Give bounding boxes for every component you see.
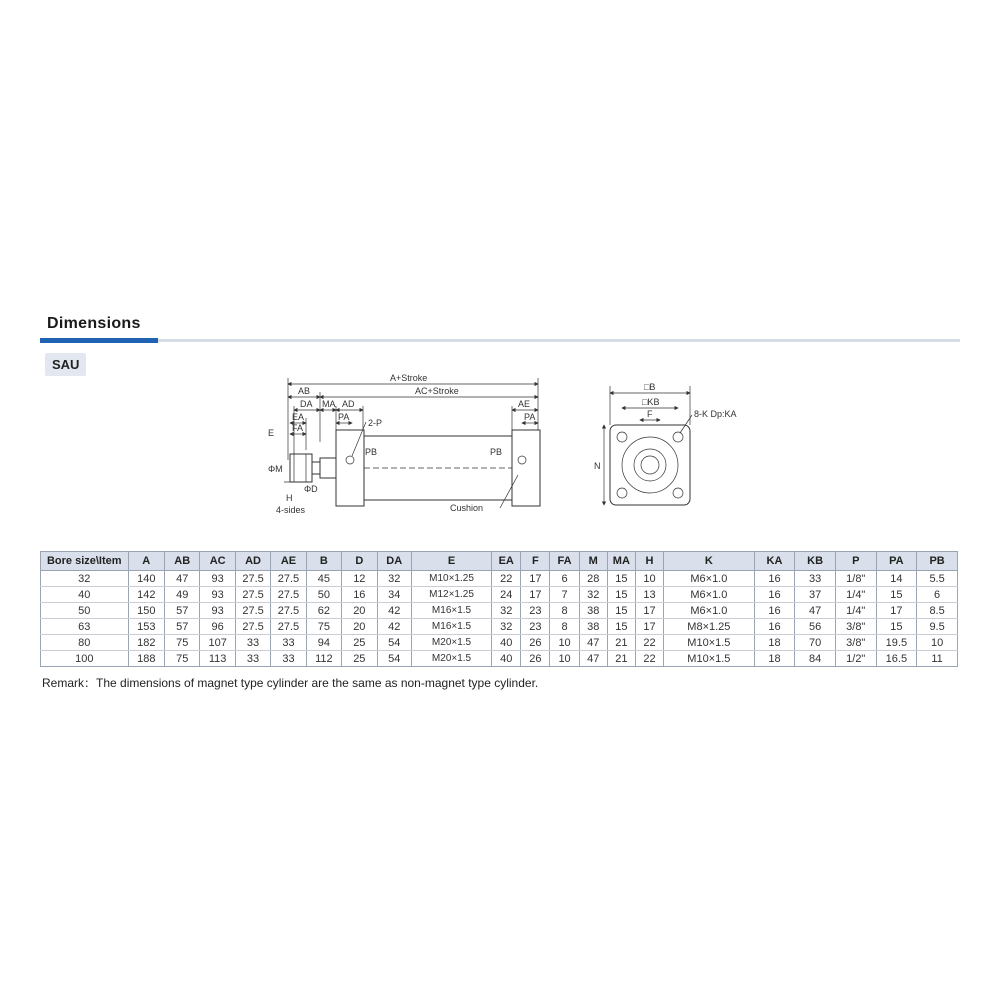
label-phi-d: ΦD (304, 484, 318, 494)
label-a-stroke: A+Stroke (390, 373, 428, 383)
table-cell: 25 (342, 651, 377, 667)
table-cell: 47 (579, 651, 607, 667)
table-cell: M6×1.0 (664, 603, 755, 619)
table-cell: 27.5 (235, 619, 270, 635)
table-cell: 15 (607, 571, 635, 587)
table-cell: 34 (377, 587, 411, 603)
label-h: H (286, 493, 293, 503)
table-cell: 42 (377, 603, 411, 619)
table-cell: 20 (342, 603, 377, 619)
table-cell: 27.5 (271, 619, 306, 635)
table-cell: 10 (550, 635, 579, 651)
table-cell: 17 (635, 619, 663, 635)
section-header (40, 312, 960, 344)
table-cell: 50 (306, 587, 341, 603)
table-cell: 50 (41, 603, 129, 619)
table-cell: 32 (579, 587, 607, 603)
table-cell: 45 (306, 571, 341, 587)
table-cell: 33 (235, 651, 270, 667)
table-cell: 49 (165, 587, 200, 603)
section-title: Dimensions (47, 315, 141, 332)
label-ma: MA (322, 399, 336, 409)
label-n: N (594, 461, 601, 471)
table-cell: 57 (165, 619, 200, 635)
table-cell: 142 (128, 587, 164, 603)
table-cell: 26 (521, 635, 550, 651)
table-cell: 100 (41, 651, 129, 667)
table-cell: 15 (876, 619, 917, 635)
table-cell: 57 (165, 603, 200, 619)
model-tag: SAU (45, 353, 86, 376)
table-cell: 40 (492, 635, 521, 651)
table-cell: 80 (41, 635, 129, 651)
table-cell: 1/8" (835, 571, 876, 587)
table-cell: M12×1.25 (411, 587, 491, 603)
col-f: F (521, 552, 550, 571)
table-cell: 54 (377, 651, 411, 667)
col-ea: EA (492, 552, 521, 571)
table-cell: M10×1.5 (664, 635, 755, 651)
label-fa: FA (292, 423, 304, 433)
table-row (41, 651, 958, 667)
table-row (41, 571, 958, 587)
table-cell: 112 (306, 651, 341, 667)
label-pa-right: PA (524, 412, 536, 422)
title-underline-accent (40, 338, 158, 343)
table-cell: 15 (607, 603, 635, 619)
label-pb: PB (365, 447, 378, 457)
label-ac-stroke: AC+Stroke (415, 386, 459, 396)
label-f: F (647, 409, 653, 419)
table-cell: M8×1.25 (664, 619, 755, 635)
table-cell: M10×1.5 (664, 651, 755, 667)
col-k: K (664, 552, 755, 571)
table-cell: 182 (128, 635, 164, 651)
table-header-row (41, 552, 958, 571)
label-e: E (268, 428, 275, 438)
col-fa: FA (550, 552, 579, 571)
table-cell: 150 (128, 603, 164, 619)
table-cell: 93 (200, 571, 235, 587)
label-4-sides: 4-sides (276, 505, 306, 515)
table-cell: 16 (754, 619, 795, 635)
table-cell: 47 (165, 571, 200, 587)
table-cell: 22 (635, 651, 663, 667)
table-cell: 56 (795, 619, 836, 635)
table-cell: 16.5 (876, 651, 917, 667)
table-cell: 27.5 (235, 603, 270, 619)
cylinder-drawing-svg (260, 370, 760, 520)
col-m: M (579, 552, 607, 571)
table-cell: M16×1.5 (411, 603, 491, 619)
table-cell: 21 (607, 651, 635, 667)
table-cell: 63 (41, 619, 129, 635)
col-ac: AC (200, 552, 235, 571)
label-ae: AE (518, 399, 531, 409)
table-cell: 6 (917, 587, 958, 603)
table-cell: 153 (128, 619, 164, 635)
table-cell: 62 (306, 603, 341, 619)
table-cell: 15 (607, 619, 635, 635)
table-cell: 22 (492, 571, 521, 587)
table-cell: 38 (579, 603, 607, 619)
table-cell: 1/4" (835, 587, 876, 603)
table-cell: 11 (917, 651, 958, 667)
table-cell: 1/2" (835, 651, 876, 667)
table-cell: 25 (342, 635, 377, 651)
table-cell: 12 (342, 571, 377, 587)
table-cell: 19.5 (876, 635, 917, 651)
table-cell: 15 (876, 587, 917, 603)
table-cell: 16 (754, 603, 795, 619)
label-2-p: 2-P (368, 418, 383, 428)
table-cell: 10 (550, 651, 579, 667)
table-cell: 93 (200, 587, 235, 603)
table-cell: 93 (200, 603, 235, 619)
table-cell: 20 (342, 619, 377, 635)
table-cell: M16×1.5 (411, 619, 491, 635)
table-cell: M6×1.0 (664, 571, 755, 587)
col-ae: AE (271, 552, 306, 571)
col-ka: KA (754, 552, 795, 571)
table-cell: 113 (200, 651, 235, 667)
col-p: P (835, 552, 876, 571)
table-cell: M20×1.5 (411, 651, 491, 667)
col-b: B (306, 552, 341, 571)
table-cell: 17 (521, 587, 550, 603)
table-cell: 27.5 (235, 587, 270, 603)
table-cell: 17 (635, 603, 663, 619)
table-row (41, 635, 958, 651)
table-cell: 5.5 (917, 571, 958, 587)
table-cell: 140 (128, 571, 164, 587)
col-pb: PB (917, 552, 958, 571)
table-cell: 33 (795, 571, 836, 587)
table-cell: 28 (579, 571, 607, 587)
table-cell: 21 (607, 635, 635, 651)
col-bore-size: Bore size\Item (41, 552, 129, 571)
title-underline (158, 339, 960, 342)
table-cell: 37 (795, 587, 836, 603)
table-row (41, 619, 958, 635)
table-cell: 84 (795, 651, 836, 667)
col-pa: PA (876, 552, 917, 571)
table-cell: 33 (235, 635, 270, 651)
col-ma: MA (607, 552, 635, 571)
table-cell: 75 (306, 619, 341, 635)
table-cell: 70 (795, 635, 836, 651)
table-cell: M6×1.0 (664, 587, 755, 603)
table-cell: 16 (754, 571, 795, 587)
label-ea: EA (292, 412, 305, 422)
table-cell: 10 (917, 635, 958, 651)
table-cell: 16 (754, 587, 795, 603)
label-pb-right: PB (490, 447, 503, 457)
label-da: DA (300, 399, 313, 409)
col-ab: AB (165, 552, 200, 571)
table-cell: 16 (342, 587, 377, 603)
table-body (41, 571, 958, 667)
table-cell: 47 (579, 635, 607, 651)
table-cell: 47 (795, 603, 836, 619)
col-a: A (128, 552, 164, 571)
label-pa: PA (338, 412, 350, 422)
table-cell: M20×1.5 (411, 635, 491, 651)
dimensions-table (40, 551, 958, 667)
table-cell: 96 (200, 619, 235, 635)
table-cell: 38 (579, 619, 607, 635)
table-cell: 22 (635, 635, 663, 651)
table-cell: 94 (306, 635, 341, 651)
table-cell: 33 (271, 651, 306, 667)
table-cell: 9.5 (917, 619, 958, 635)
table-cell: 14 (876, 571, 917, 587)
table-cell: 23 (521, 603, 550, 619)
table-cell: 6 (550, 571, 579, 587)
label-ab: AB (298, 386, 311, 396)
table-cell: 18 (754, 651, 795, 667)
table-cell: 32 (492, 603, 521, 619)
table-cell: 26 (521, 651, 550, 667)
table-row (41, 603, 958, 619)
table-cell: 3/8" (835, 635, 876, 651)
col-da: DA (377, 552, 411, 571)
col-d: D (342, 552, 377, 571)
label-phi-m: ΦM (268, 464, 283, 474)
table-cell: 27.5 (271, 603, 306, 619)
remark-note: Remark：The dimensions of magnet type cylinder are the same as non-magnet type cylinder. (42, 676, 539, 690)
table-cell: 75 (165, 651, 200, 667)
table-cell: 8 (550, 603, 579, 619)
col-ad: AD (235, 552, 270, 571)
label-cushion: Cushion (450, 503, 484, 513)
table-cell: 107 (200, 635, 235, 651)
table-cell: 27.5 (271, 587, 306, 603)
label-k-dp: 8-K Dp:KA (694, 409, 737, 419)
table-cell: 1/4" (835, 603, 876, 619)
table-cell: 17 (521, 571, 550, 587)
label-sq-b: □B (644, 382, 656, 392)
table-cell: 15 (607, 587, 635, 603)
col-e: E (411, 552, 491, 571)
table-cell: 32 (377, 571, 411, 587)
col-h: H (635, 552, 663, 571)
table-cell: 188 (128, 651, 164, 667)
table-cell: 3/8" (835, 619, 876, 635)
table-cell: 32 (492, 619, 521, 635)
table-cell: 54 (377, 635, 411, 651)
technical-drawing (260, 370, 760, 520)
table-cell: 27.5 (271, 571, 306, 587)
table-cell: 40 (492, 651, 521, 667)
table-cell: 18 (754, 635, 795, 651)
table-cell: 42 (377, 619, 411, 635)
table-cell: 13 (635, 587, 663, 603)
table-cell: 8 (550, 619, 579, 635)
label-ad: AD (342, 399, 355, 409)
table-cell: 75 (165, 635, 200, 651)
table-cell: 10 (635, 571, 663, 587)
table-cell: 7 (550, 587, 579, 603)
table-cell: 8.5 (917, 603, 958, 619)
label-sq-kb: □KB (642, 397, 660, 407)
table-cell: 24 (492, 587, 521, 603)
col-kb: KB (795, 552, 836, 571)
table-cell: 32 (41, 571, 129, 587)
table-cell: M10×1.25 (411, 571, 491, 587)
table-cell: 40 (41, 587, 129, 603)
table-cell: 23 (521, 619, 550, 635)
table-row (41, 587, 958, 603)
table-cell: 27.5 (235, 571, 270, 587)
table-cell: 17 (876, 603, 917, 619)
table-cell: 33 (271, 635, 306, 651)
